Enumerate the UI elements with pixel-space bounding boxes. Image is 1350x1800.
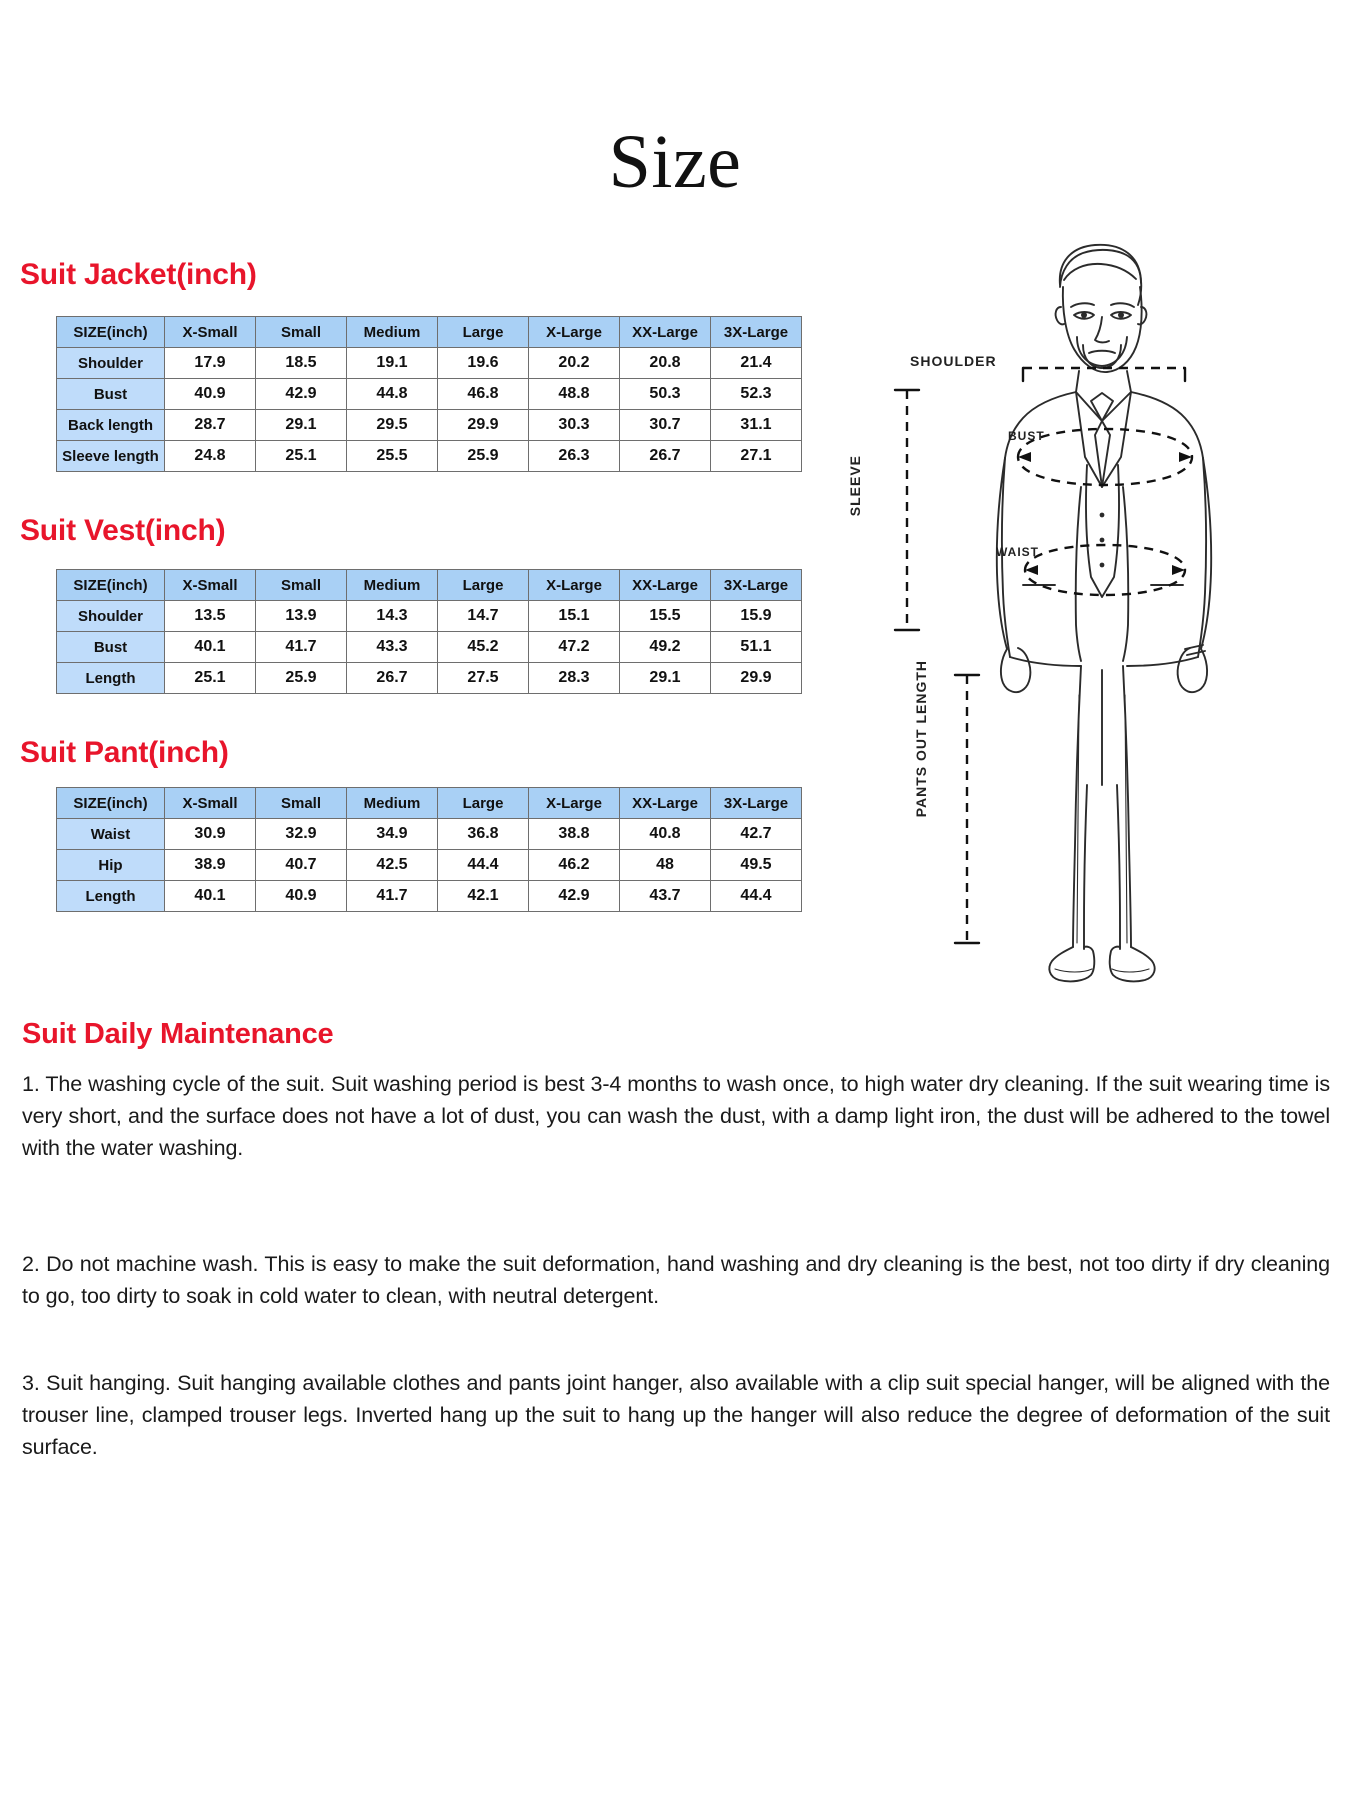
column-header: Large — [438, 570, 529, 601]
section-heading-vest: Suit Vest(inch) — [20, 514, 226, 547]
table-header-row — [57, 788, 802, 819]
table-cell: 24.8 — [165, 441, 256, 472]
maintenance-paragraph: 1. The washing cycle of the suit. Suit washing period is best 3-4 months to wash once, to high water dry cleaning. If the suit wearing time is very short, and the surface does not have a lot of dust, you can wash the dust, with a damp light iron, the dust will be adhered to the towel with the water washing. — [22, 1072, 1330, 1160]
table-cell: 41.7 — [347, 881, 438, 912]
table-row — [57, 819, 802, 850]
table-cell: 26.3 — [529, 441, 620, 472]
table-row — [57, 601, 802, 632]
maintenance-paragraph: 3. Suit hanging. Suit hanging available clothes and pants joint hanger, also available with a clip suit special hanger, will be aligned with the trouser line, clamped trouser legs. Inverted hang up the suit to hang up the hanger will also reduce the degree of deformation of the suit surface. — [22, 1371, 1330, 1459]
column-header: SIZE(inch) — [57, 788, 165, 819]
column-header: 3X-Large — [711, 317, 802, 348]
table-cell: 25.9 — [256, 663, 347, 694]
table-row — [57, 632, 802, 663]
row-label: Back length — [57, 410, 165, 441]
table-cell: 31.1 — [711, 410, 802, 441]
table-cell: 44.4 — [711, 881, 802, 912]
table-header-row — [57, 317, 802, 348]
table-cell: 42.9 — [256, 379, 347, 410]
table-row — [57, 441, 802, 472]
table-cell: 29.9 — [711, 663, 802, 694]
table-cell: 15.9 — [711, 601, 802, 632]
section-heading-maintenance: Suit Daily Maintenance — [22, 1018, 334, 1050]
table-cell: 20.8 — [620, 348, 711, 379]
table-cell: 29.1 — [256, 410, 347, 441]
table-cell: 52.3 — [711, 379, 802, 410]
table-cell: 18.5 — [256, 348, 347, 379]
suit-jacket-size-table — [56, 316, 802, 472]
table-cell: 46.8 — [438, 379, 529, 410]
column-header: X-Large — [529, 570, 620, 601]
column-header: SIZE(inch) — [57, 317, 165, 348]
row-label: Shoulder — [57, 348, 165, 379]
row-label: Waist — [57, 819, 165, 850]
table-cell: 15.5 — [620, 601, 711, 632]
column-header: Medium — [347, 788, 438, 819]
column-header: X-Small — [165, 570, 256, 601]
diagram-label-pants-out-length: PANTS OUT LENGTH — [913, 660, 929, 818]
table-cell: 38.9 — [165, 850, 256, 881]
table-row — [57, 881, 802, 912]
table-cell: 45.2 — [438, 632, 529, 663]
diagram-label-sleeve: SLEEVE — [847, 455, 863, 517]
table-cell: 25.5 — [347, 441, 438, 472]
table-cell: 43.3 — [347, 632, 438, 663]
table-cell: 28.7 — [165, 410, 256, 441]
table-cell: 51.1 — [711, 632, 802, 663]
table-cell: 20.2 — [529, 348, 620, 379]
diagram-label-bust: BUST — [1008, 429, 1045, 443]
table-cell: 42.5 — [347, 850, 438, 881]
table-row — [57, 379, 802, 410]
table-cell: 26.7 — [347, 663, 438, 694]
column-header: Large — [438, 317, 529, 348]
measurement-diagram — [847, 225, 1325, 1015]
table-cell: 17.9 — [165, 348, 256, 379]
column-header: SIZE(inch) — [57, 570, 165, 601]
column-header: X-Small — [165, 788, 256, 819]
page-title: Size — [608, 120, 742, 204]
table-cell: 14.3 — [347, 601, 438, 632]
table-cell: 28.3 — [529, 663, 620, 694]
table-row — [57, 348, 802, 379]
mannequin-illustration — [855, 225, 1325, 1015]
table-cell: 40.7 — [256, 850, 347, 881]
column-header: Small — [256, 788, 347, 819]
table-cell: 15.1 — [529, 601, 620, 632]
diagram-label-shoulder: SHOULDER — [910, 353, 997, 369]
table-cell: 48.8 — [529, 379, 620, 410]
table-cell: 47.2 — [529, 632, 620, 663]
row-label: Hip — [57, 850, 165, 881]
table-cell: 44.4 — [438, 850, 529, 881]
table-cell: 48 — [620, 850, 711, 881]
row-label: Length — [57, 881, 165, 912]
table-cell: 34.9 — [347, 819, 438, 850]
table-cell: 46.2 — [529, 850, 620, 881]
table-cell: 42.1 — [438, 881, 529, 912]
table-cell: 41.7 — [256, 632, 347, 663]
table-cell: 30.9 — [165, 819, 256, 850]
suit-vest-size-table — [56, 569, 802, 694]
column-header: X-Large — [529, 788, 620, 819]
row-label: Shoulder — [57, 601, 165, 632]
table-cell: 19.1 — [347, 348, 438, 379]
column-header: XX-Large — [620, 570, 711, 601]
table-cell: 42.9 — [529, 881, 620, 912]
table-cell: 38.8 — [529, 819, 620, 850]
column-header: Large — [438, 788, 529, 819]
section-heading-jacket: Suit Jacket(inch) — [20, 258, 257, 291]
row-label: Bust — [57, 632, 165, 663]
table-cell: 25.1 — [256, 441, 347, 472]
table-cell: 27.5 — [438, 663, 529, 694]
column-header: 3X-Large — [711, 788, 802, 819]
table-cell: 25.9 — [438, 441, 529, 472]
table-cell: 42.7 — [711, 819, 802, 850]
table-cell: 40.9 — [165, 379, 256, 410]
suit-pant-size-table — [56, 787, 802, 912]
table-cell: 27.1 — [711, 441, 802, 472]
table-cell: 40.1 — [165, 632, 256, 663]
table-cell: 40.9 — [256, 881, 347, 912]
table-cell: 29.5 — [347, 410, 438, 441]
table-cell: 13.9 — [256, 601, 347, 632]
column-header: X-Small — [165, 317, 256, 348]
table-cell: 36.8 — [438, 819, 529, 850]
column-header: X-Large — [529, 317, 620, 348]
table-cell: 30.7 — [620, 410, 711, 441]
table-cell: 26.7 — [620, 441, 711, 472]
table-cell: 30.3 — [529, 410, 620, 441]
table-cell: 25.1 — [165, 663, 256, 694]
table-cell: 19.6 — [438, 348, 529, 379]
row-label: Length — [57, 663, 165, 694]
table-cell: 49.2 — [620, 632, 711, 663]
table-row — [57, 410, 802, 441]
column-header: XX-Large — [620, 317, 711, 348]
table-cell: 40.8 — [620, 819, 711, 850]
table-cell: 40.1 — [165, 881, 256, 912]
row-label: Sleeve length — [57, 441, 165, 472]
table-cell: 43.7 — [620, 881, 711, 912]
table-row — [57, 850, 802, 881]
column-header: 3X-Large — [711, 570, 802, 601]
table-cell: 13.5 — [165, 601, 256, 632]
diagram-label-waist: WAIST — [996, 545, 1039, 559]
column-header: Medium — [347, 317, 438, 348]
table-cell: 14.7 — [438, 601, 529, 632]
section-heading-pant: Suit Pant(inch) — [20, 736, 229, 769]
maintenance-paragraph: 2. Do not machine wash. This is easy to make the suit deformation, hand washing and dry cleaning is the best, not too dirty if dry cleaning to go, too dirty to soak in cold water to clean, with neutral detergent. — [22, 1252, 1330, 1308]
table-cell: 29.1 — [620, 663, 711, 694]
table-cell: 21.4 — [711, 348, 802, 379]
column-header: XX-Large — [620, 788, 711, 819]
column-header: Small — [256, 570, 347, 601]
table-row — [57, 663, 802, 694]
table-cell: 32.9 — [256, 819, 347, 850]
table-cell: 50.3 — [620, 379, 711, 410]
column-header: Medium — [347, 570, 438, 601]
table-cell: 29.9 — [438, 410, 529, 441]
table-cell: 49.5 — [711, 850, 802, 881]
column-header: Small — [256, 317, 347, 348]
table-cell: 44.8 — [347, 379, 438, 410]
row-label: Bust — [57, 379, 165, 410]
table-header-row — [57, 570, 802, 601]
